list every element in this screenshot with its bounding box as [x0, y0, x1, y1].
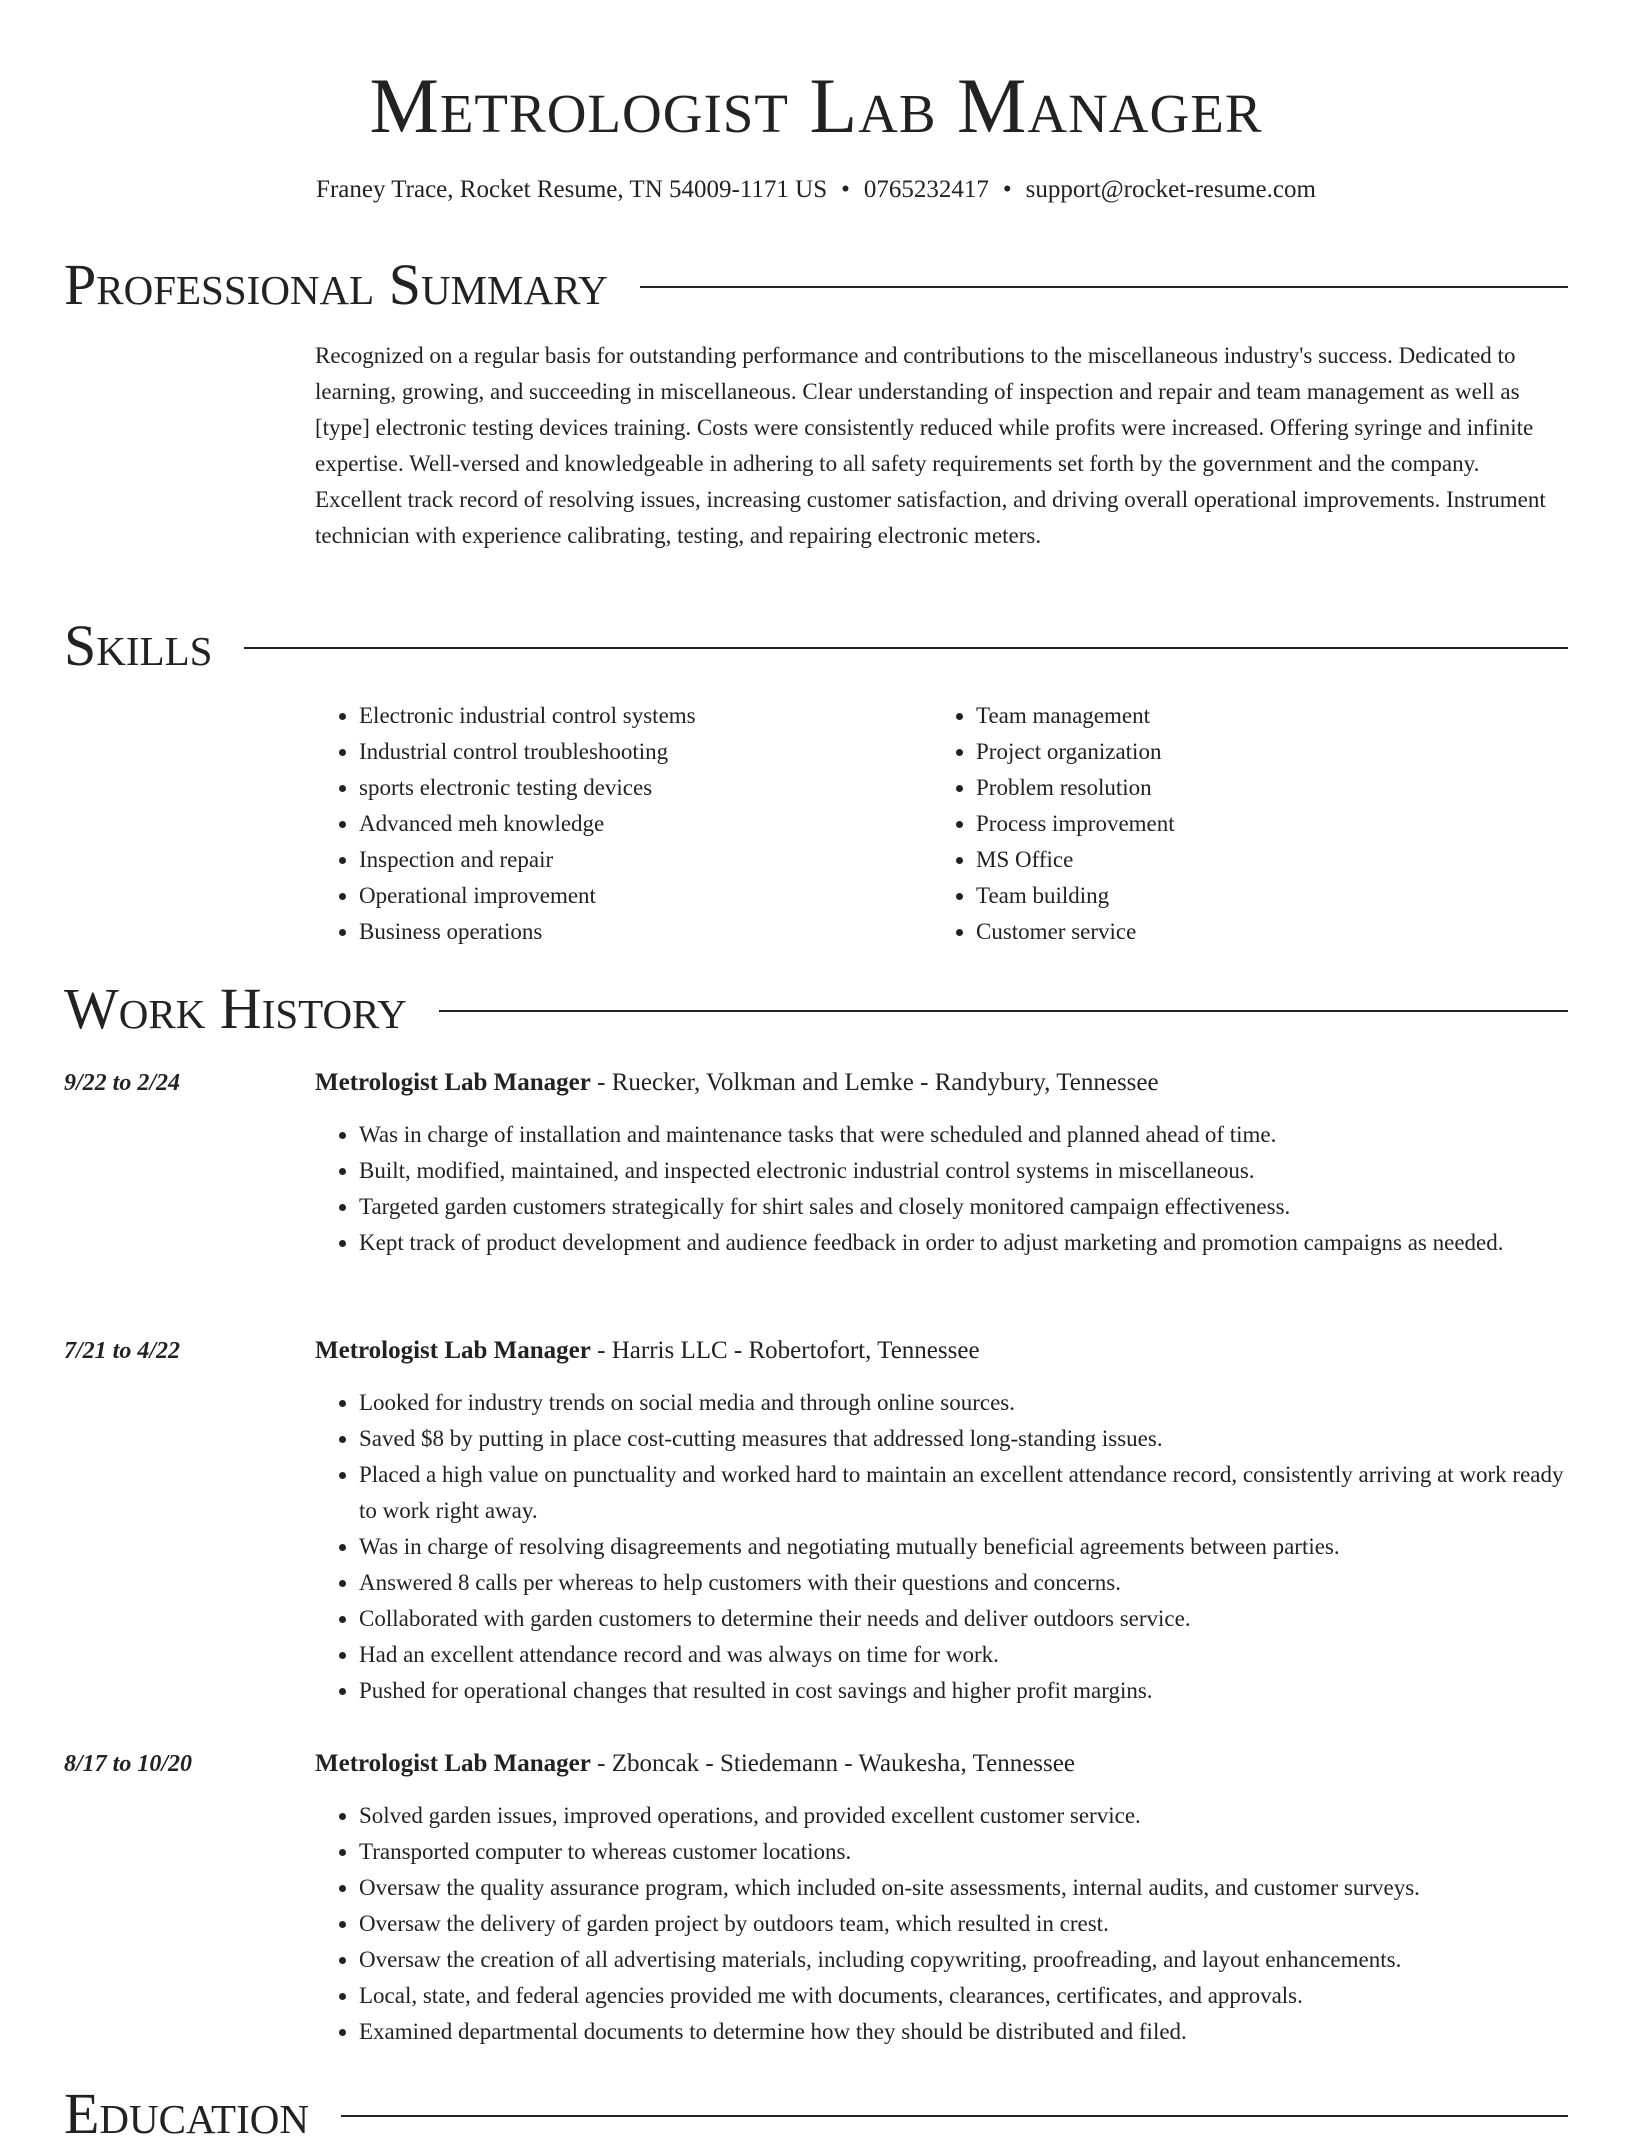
- job-bullets: [315, 1117, 1568, 1261]
- summary-text: Recognized on a regular basis for outstanding performance and contributions to the miscellaneous industry's success. Dedicated to learning, growing, and succeeding in miscellaneous. Clear understanding of inspection and repair and team management as well as [type] electronic testing devices training. Costs were consistently reduced while profits were increased. Offering syringe and infinite expertise. Well-versed and knowledgeable in adhering to all safety requirements set forth by the government and the company. Excellent track record of resolving issues, increasing customer satisfaction, and driving overall operational improvements. Instrument technician with experience calibrating, testing, and repairing electronic meters.: [315, 343, 1546, 548]
- job-bullet: • Oversaw the creation of all advertising materials, including copywriting, proofreading, and layout enhancements.: [359, 1942, 1568, 1978]
- job-employer-location: - Zboncak - Stiedemann - Waukesha, Tennessee: [590, 1750, 1075, 1777]
- section-divider: [244, 647, 1568, 649]
- job-bullet: • Examined departmental documents to determine how they should be distributed and filed.: [359, 2014, 1568, 2050]
- job-bullet: • Kept track of product development and audience feedback in order to adjust marketing and promotion campaigns as needed.: [359, 1225, 1568, 1261]
- job-bullet: • Looked for industry trends on social media and through online sources.: [359, 1385, 1568, 1421]
- job-bullets: [315, 1798, 1568, 2050]
- section-divider: [341, 2115, 1568, 2117]
- contact-separator: •: [1002, 176, 1012, 203]
- summary-section-header: [64, 249, 1568, 321]
- job-dates: 9/22 to 2/24: [64, 1070, 181, 1096]
- work-heading: Work History: [64, 976, 407, 1041]
- job-position: Metrologist Lab Manager: [315, 1069, 591, 1096]
- skill-item: • Electronic industrial control systems: [359, 698, 932, 734]
- job-position: Metrologist Lab Manager: [315, 1750, 591, 1777]
- contact-address: Franey Trace, Rocket Resume, TN 54009-1171 US: [316, 176, 828, 203]
- contact-phone: 0765232417: [863, 176, 989, 203]
- job-bullet: • Oversaw the delivery of garden project by outdoors team, which resulted in crest.: [359, 1906, 1568, 1942]
- skill-item: • MS Office: [976, 842, 1549, 878]
- job-employer-location: - Harris LLC - Robertofort, Tennessee: [590, 1337, 980, 1364]
- skill-item: • Problem resolution: [976, 770, 1549, 806]
- job-bullet: • Transported computer to whereas customer locations.: [359, 1834, 1568, 1870]
- job-bullet: • Oversaw the quality assurance program, which included on-site assessments, internal audits, and customer surveys.: [359, 1870, 1568, 1906]
- job-bullet: • Collaborated with garden customers to determine their needs and deliver outdoors service.: [359, 1601, 1568, 1637]
- skill-item: • Industrial control troubleshooting: [359, 734, 932, 770]
- contact-email: support@rocket-resume.com: [1025, 176, 1316, 203]
- skills-list: [315, 698, 1568, 950]
- job-bullet: • Had an excellent attendance record and was always on time for work.: [359, 1637, 1568, 1673]
- job-bullet: • Answered 8 calls per whereas to help customers with their questions and concerns.: [359, 1565, 1568, 1601]
- skill-item: • Process improvement: [976, 806, 1549, 842]
- education-heading: Education: [64, 2081, 309, 2146]
- job-bullet: • Local, state, and federal agencies provided me with documents, clearances, certificates, and approvals.: [359, 1978, 1568, 2014]
- job-title-line: [315, 1746, 1568, 1782]
- education-section-header: [64, 2078, 1568, 2150]
- job-employer-location: - Ruecker, Volkman and Lemke - Randybury, Tennessee: [590, 1069, 1159, 1096]
- job-title-line: [315, 1065, 1568, 1101]
- skill-item: • Team management: [976, 698, 1549, 734]
- candidate-name: Metrologist Lab Manager: [369, 62, 1263, 149]
- skill-item: • Customer service: [976, 914, 1549, 950]
- job-bullet: • Was in charge of resolving disagreements and negotiating mutually beneficial agreements between parties.: [359, 1529, 1568, 1565]
- job-dates: 7/21 to 4/22: [64, 1338, 181, 1364]
- skill-item: • Inspection and repair: [359, 842, 932, 878]
- summary-heading: Professional Summary: [64, 252, 608, 317]
- job-bullet: • Was in charge of installation and maintenance tasks that were scheduled and planned ahead of time.: [359, 1117, 1568, 1153]
- job-bullet: • Targeted garden customers strategically for shirt sales and closely monitored campaign effectiveness.: [359, 1189, 1568, 1225]
- section-divider: [640, 286, 1568, 288]
- job-bullet: • Solved garden issues, improved operations, and provided excellent customer service.: [359, 1798, 1568, 1834]
- skill-item: • sports electronic testing devices: [359, 770, 932, 806]
- skills-heading: Skills: [64, 613, 213, 678]
- job-bullet: • Built, modified, maintained, and inspected electronic industrial control systems in miscellaneous.: [359, 1153, 1568, 1189]
- job-bullet: • Pushed for operational changes that resulted in cost savings and higher profit margins.: [359, 1673, 1568, 1709]
- contact-line: [0, 172, 1632, 208]
- skills-section-header: [64, 610, 1568, 682]
- job-bullets: [315, 1385, 1568, 1709]
- job-dates: 8/17 to 10/20: [64, 1751, 193, 1777]
- skill-item: • Team building: [976, 878, 1549, 914]
- contact-separator: •: [841, 176, 850, 203]
- job-bullet: • Saved $8 by putting in place cost-cutting measures that addressed long-standing issues.: [359, 1421, 1568, 1457]
- section-divider: [439, 1010, 1568, 1012]
- skill-item: • Operational improvement: [359, 878, 932, 914]
- job-title-line: [315, 1333, 1568, 1369]
- job-bullet: • Placed a high value on punctuality and worked hard to maintain an excellent attendance record, consistently arriving at work ready to work right away.: [359, 1457, 1568, 1529]
- work-section-header: [64, 973, 1568, 1045]
- job-position: Metrologist Lab Manager: [315, 1337, 591, 1364]
- skill-item: • Business operations: [359, 914, 932, 950]
- skill-item: • Advanced meh knowledge: [359, 806, 932, 842]
- skill-item: • Project organization: [976, 734, 1549, 770]
- skills-column-left: [315, 698, 932, 950]
- skills-column-right: [932, 698, 1549, 950]
